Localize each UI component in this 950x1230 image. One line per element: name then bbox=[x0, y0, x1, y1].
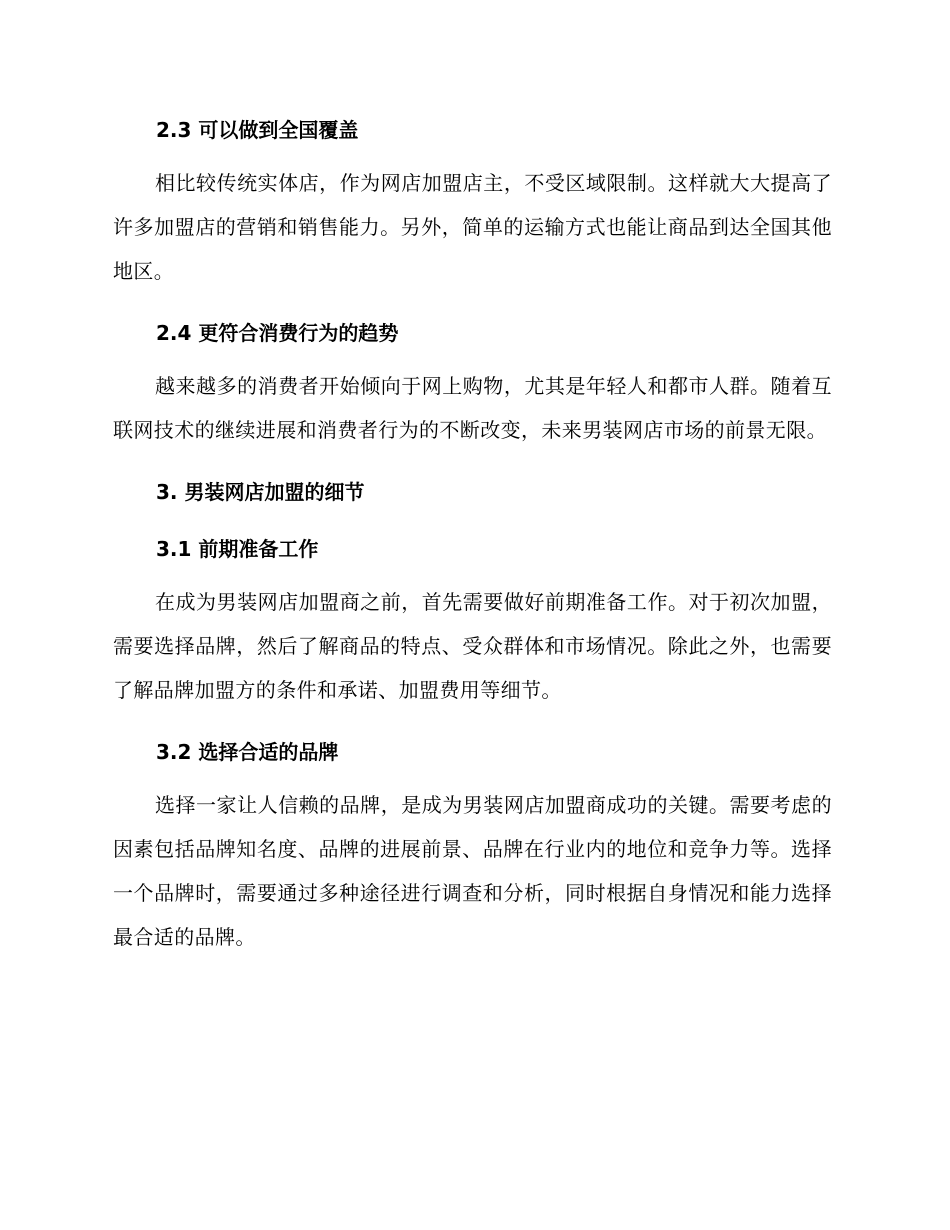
section-heading-3-1: 3.1 前期准备工作 bbox=[156, 537, 319, 561]
paragraph-choose-brand: 选择一家让人信赖的品牌，是成为男装网店加盟商成功的关键。需要考虑的因素包括品牌知名度、品牌的进展前景、品牌在行业内的地位和竞争力等。选择一个品牌时，需要通过多种途径进行调查和分析，同时根据自身情况和能力选择最合适的品牌。 bbox=[113, 793, 832, 949]
paragraph-consumer-trend: 越来越多的消费者开始倾向于网上购物，尤其是年轻人和都市人群。随着互联网技术的继续进展和消费者行为的不断改变，未来男装网店市场的前景无限。 bbox=[113, 374, 832, 442]
section-heading-2-4: 2.4 更符合消费行为的趋势 bbox=[156, 321, 399, 345]
section-heading-3-2: 3.2 选择合适的品牌 bbox=[156, 740, 339, 764]
section-heading-3: 3. 男装网店加盟的细节 bbox=[156, 480, 365, 504]
paragraph-nationwide-coverage: 相比较传统实体店，作为网店加盟店主，不受区域限制。这样就大大提高了许多加盟店的营销和销售能力。另外，简单的运输方式也能让商品到达全国其他地区。 bbox=[113, 171, 832, 283]
section-heading-2-3: 2.3 可以做到全国覆盖 bbox=[156, 118, 359, 142]
paragraph-preparation: 在成为男装网店加盟商之前，首先需要做好前期准备工作。对于初次加盟，需要选择品牌，然后了解商品的特点、受众群体和市场情况。除此之外，也需要了解品牌加盟方的条件和承诺、加盟费用等细节。 bbox=[113, 590, 832, 702]
